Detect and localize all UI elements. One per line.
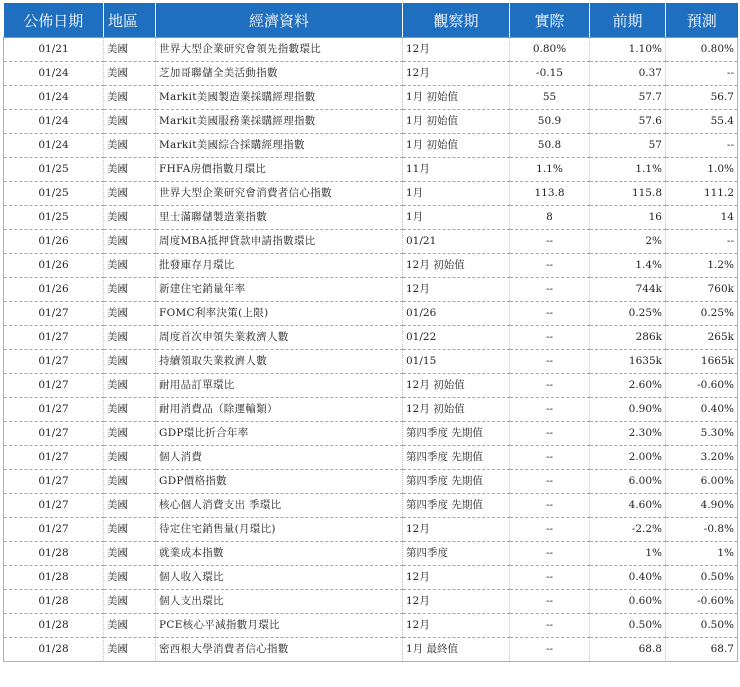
cell-actual: 50.9	[510, 110, 590, 134]
table-row	[4, 110, 738, 134]
cell-indicator: FOMC利率決策(上限)	[156, 302, 403, 326]
cell-period: 1月	[403, 182, 510, 206]
cell-period: 第四季度	[403, 542, 510, 566]
cell-actual: 0.80%	[510, 38, 590, 62]
cell-actual: --	[510, 422, 590, 446]
table-row	[4, 566, 738, 590]
cell-actual: 55	[510, 86, 590, 110]
cell-forecast: 1.0%	[666, 158, 738, 182]
cell-date: 01/27	[4, 350, 104, 374]
table-row	[4, 86, 738, 110]
economic-calendar-table	[3, 3, 738, 662]
cell-actual: --	[510, 302, 590, 326]
cell-forecast: 0.40%	[666, 398, 738, 422]
cell-previous: 0.25%	[590, 302, 666, 326]
cell-date: 01/27	[4, 518, 104, 542]
cell-forecast: 68.7	[666, 638, 738, 662]
cell-forecast: -0.8%	[666, 518, 738, 542]
cell-previous: 744k	[590, 278, 666, 302]
cell-indicator: 就業成本指數	[156, 542, 403, 566]
cell-date: 01/27	[4, 494, 104, 518]
cell-previous: -2.2%	[590, 518, 666, 542]
cell-indicator: PCE核心平減指數月環比	[156, 614, 403, 638]
table-row	[4, 542, 738, 566]
cell-period: 第四季度 先期值	[403, 494, 510, 518]
cell-date: 01/21	[4, 38, 104, 62]
cell-indicator: 待定住宅銷售量(月環比)	[156, 518, 403, 542]
cell-actual: --	[510, 350, 590, 374]
cell-previous: 0.60%	[590, 590, 666, 614]
cell-actual: 50.8	[510, 134, 590, 158]
cell-region: 美國	[104, 470, 156, 494]
cell-indicator: GDP價格指數	[156, 470, 403, 494]
cell-indicator: 世界大型企業研究會消費者信心指數	[156, 182, 403, 206]
header-forecast: 預測	[666, 3, 738, 38]
cell-actual: --	[510, 230, 590, 254]
cell-period: 01/26	[403, 302, 510, 326]
cell-region: 美國	[104, 614, 156, 638]
cell-indicator: 周度首次申領失業救濟人數	[156, 326, 403, 350]
cell-forecast: 0.50%	[666, 614, 738, 638]
cell-previous: 6.00%	[590, 470, 666, 494]
cell-previous: 115.8	[590, 182, 666, 206]
cell-date: 01/27	[4, 326, 104, 350]
cell-region: 美國	[104, 374, 156, 398]
cell-date: 01/24	[4, 134, 104, 158]
cell-previous: 1.10%	[590, 38, 666, 62]
cell-region: 美國	[104, 638, 156, 662]
table-row	[4, 206, 738, 230]
cell-region: 美國	[104, 38, 156, 62]
cell-previous: 2.60%	[590, 374, 666, 398]
cell-period: 12月	[403, 590, 510, 614]
cell-date: 01/27	[4, 470, 104, 494]
header-actual: 實際	[510, 3, 590, 38]
header-region: 地區	[104, 3, 156, 38]
cell-period: 01/15	[403, 350, 510, 374]
cell-forecast: 56.7	[666, 86, 738, 110]
cell-previous: 57	[590, 134, 666, 158]
table-row	[4, 398, 738, 422]
cell-indicator: 密西根大學消費者信心指數	[156, 638, 403, 662]
cell-previous: 0.90%	[590, 398, 666, 422]
cell-date: 01/27	[4, 446, 104, 470]
cell-indicator: 批發庫存月環比	[156, 254, 403, 278]
cell-actual: --	[510, 326, 590, 350]
table-row	[4, 302, 738, 326]
cell-indicator: 里士滿聯儲製造業指數	[156, 206, 403, 230]
cell-region: 美國	[104, 446, 156, 470]
cell-forecast: --	[666, 230, 738, 254]
cell-indicator: Markit美國製造業採購經理指數	[156, 86, 403, 110]
cell-indicator: 持續領取失業救濟人數	[156, 350, 403, 374]
table-row	[4, 350, 738, 374]
cell-previous: 286k	[590, 326, 666, 350]
cell-period: 1月	[403, 206, 510, 230]
cell-previous: 2%	[590, 230, 666, 254]
cell-period: 12月	[403, 518, 510, 542]
cell-forecast: 5.30%	[666, 422, 738, 446]
cell-previous: 68.8	[590, 638, 666, 662]
cell-indicator: 個人消費	[156, 446, 403, 470]
cell-period: 12月 初始值	[403, 374, 510, 398]
cell-region: 美國	[104, 182, 156, 206]
cell-actual: --	[510, 446, 590, 470]
table-row	[4, 38, 738, 62]
cell-date: 01/25	[4, 206, 104, 230]
cell-actual: --	[510, 566, 590, 590]
cell-date: 01/28	[4, 590, 104, 614]
cell-actual: --	[510, 398, 590, 422]
cell-forecast: 1665k	[666, 350, 738, 374]
cell-forecast: 111.2	[666, 182, 738, 206]
table-row	[4, 446, 738, 470]
cell-actual: --	[510, 638, 590, 662]
cell-forecast: 0.50%	[666, 566, 738, 590]
table-row	[4, 326, 738, 350]
cell-period: 11月	[403, 158, 510, 182]
cell-actual: 1.1%	[510, 158, 590, 182]
cell-indicator: 個人收入環比	[156, 566, 403, 590]
cell-period: 01/21	[403, 230, 510, 254]
cell-region: 美國	[104, 494, 156, 518]
cell-date: 01/25	[4, 158, 104, 182]
header-indicator: 經濟資料	[156, 3, 403, 38]
cell-indicator: 耐用消費品（除運輸類）	[156, 398, 403, 422]
cell-date: 01/28	[4, 638, 104, 662]
cell-indicator: 核心個人消費支出 季環比	[156, 494, 403, 518]
cell-actual: --	[510, 590, 590, 614]
cell-forecast: 14	[666, 206, 738, 230]
cell-region: 美國	[104, 230, 156, 254]
cell-previous: 1.1%	[590, 158, 666, 182]
cell-actual: --	[510, 470, 590, 494]
cell-previous: 57.7	[590, 86, 666, 110]
cell-forecast: --	[666, 134, 738, 158]
table-row	[4, 62, 738, 86]
header-row	[4, 3, 738, 38]
cell-previous: 2.30%	[590, 422, 666, 446]
table-row	[4, 494, 738, 518]
cell-previous: 2.00%	[590, 446, 666, 470]
cell-date: 01/27	[4, 302, 104, 326]
cell-indicator: 世界大型企業研究會領先指數環比	[156, 38, 403, 62]
cell-previous: 1.4%	[590, 254, 666, 278]
cell-previous: 16	[590, 206, 666, 230]
cell-forecast: --	[666, 62, 738, 86]
table-row	[4, 254, 738, 278]
cell-region: 美國	[104, 398, 156, 422]
cell-date: 01/28	[4, 542, 104, 566]
cell-forecast: 55.4	[666, 110, 738, 134]
cell-forecast: 265k	[666, 326, 738, 350]
cell-date: 01/25	[4, 182, 104, 206]
cell-period: 第四季度 先期值	[403, 470, 510, 494]
table-row	[4, 590, 738, 614]
economic-calendar	[3, 3, 737, 662]
cell-region: 美國	[104, 542, 156, 566]
table-row	[4, 182, 738, 206]
cell-indicator: GDP環比折合年率	[156, 422, 403, 446]
cell-region: 美國	[104, 158, 156, 182]
cell-region: 美國	[104, 590, 156, 614]
cell-region: 美國	[104, 110, 156, 134]
cell-actual: 8	[510, 206, 590, 230]
cell-region: 美國	[104, 326, 156, 350]
cell-forecast: 3.20%	[666, 446, 738, 470]
cell-region: 美國	[104, 422, 156, 446]
cell-forecast: 6.00%	[666, 470, 738, 494]
cell-date: 01/26	[4, 230, 104, 254]
cell-date: 01/28	[4, 614, 104, 638]
cell-period: 12月	[403, 278, 510, 302]
cell-region: 美國	[104, 206, 156, 230]
cell-actual: --	[510, 542, 590, 566]
cell-region: 美國	[104, 62, 156, 86]
table-row	[4, 134, 738, 158]
cell-date: 01/27	[4, 398, 104, 422]
cell-date: 01/27	[4, 374, 104, 398]
cell-period: 12月	[403, 614, 510, 638]
cell-region: 美國	[104, 350, 156, 374]
cell-date: 01/24	[4, 110, 104, 134]
cell-actual: --	[510, 494, 590, 518]
cell-period: 12月 初始值	[403, 254, 510, 278]
cell-indicator: 芝加哥聯儲全美活動指數	[156, 62, 403, 86]
cell-forecast: 1%	[666, 542, 738, 566]
header-previous: 前期	[590, 3, 666, 38]
cell-previous: 4.60%	[590, 494, 666, 518]
cell-indicator: Markit美國服務業採購經理指數	[156, 110, 403, 134]
cell-forecast: 1.2%	[666, 254, 738, 278]
cell-period: 1月 最終值	[403, 638, 510, 662]
cell-actual: --	[510, 278, 590, 302]
table-row	[4, 158, 738, 182]
cell-date: 01/26	[4, 254, 104, 278]
table-row	[4, 614, 738, 638]
cell-region: 美國	[104, 518, 156, 542]
cell-actual: --	[510, 254, 590, 278]
cell-indicator: 個人支出環比	[156, 590, 403, 614]
cell-forecast: 0.25%	[666, 302, 738, 326]
cell-period: 第四季度 先期值	[403, 422, 510, 446]
table-row	[4, 518, 738, 542]
cell-actual: --	[510, 518, 590, 542]
cell-period: 12月 初始值	[403, 398, 510, 422]
cell-period: 第四季度 先期值	[403, 446, 510, 470]
table-row	[4, 422, 738, 446]
cell-previous: 1%	[590, 542, 666, 566]
cell-previous: 0.37	[590, 62, 666, 86]
cell-forecast: -0.60%	[666, 590, 738, 614]
cell-region: 美國	[104, 86, 156, 110]
cell-period: 12月	[403, 38, 510, 62]
cell-previous: 0.50%	[590, 614, 666, 638]
cell-indicator: Markit美國綜合採購經理指數	[156, 134, 403, 158]
header-date: 公佈日期	[4, 3, 104, 38]
cell-indicator: 耐用品訂單環比	[156, 374, 403, 398]
cell-previous: 0.40%	[590, 566, 666, 590]
cell-actual: --	[510, 374, 590, 398]
cell-date: 01/24	[4, 86, 104, 110]
cell-forecast: 0.80%	[666, 38, 738, 62]
cell-indicator: 新建住宅銷量年率	[156, 278, 403, 302]
cell-period: 12月	[403, 62, 510, 86]
cell-period: 01/22	[403, 326, 510, 350]
table-row	[4, 638, 738, 662]
cell-region: 美國	[104, 254, 156, 278]
table-row	[4, 374, 738, 398]
table-row	[4, 278, 738, 302]
cell-actual: 113.8	[510, 182, 590, 206]
cell-forecast: -0.60%	[666, 374, 738, 398]
cell-date: 01/24	[4, 62, 104, 86]
cell-region: 美國	[104, 302, 156, 326]
cell-region: 美國	[104, 134, 156, 158]
cell-forecast: 4.90%	[666, 494, 738, 518]
cell-period: 1月 初始值	[403, 134, 510, 158]
cell-region: 美國	[104, 566, 156, 590]
table-row	[4, 230, 738, 254]
cell-actual: --	[510, 614, 590, 638]
cell-previous: 1635k	[590, 350, 666, 374]
cell-indicator: FHFA房價指數月環比	[156, 158, 403, 182]
cell-period: 1月 初始值	[403, 110, 510, 134]
cell-actual: -0.15	[510, 62, 590, 86]
cell-previous: 57.6	[590, 110, 666, 134]
header-period: 觀察期	[403, 3, 510, 38]
cell-indicator: 周度MBA抵押貸款申請指數環比	[156, 230, 403, 254]
table-body	[4, 38, 738, 662]
cell-period: 1月 初始值	[403, 86, 510, 110]
cell-region: 美國	[104, 278, 156, 302]
cell-period: 12月	[403, 566, 510, 590]
table-row	[4, 470, 738, 494]
cell-forecast: 760k	[666, 278, 738, 302]
cell-date: 01/26	[4, 278, 104, 302]
cell-date: 01/27	[4, 422, 104, 446]
cell-date: 01/28	[4, 566, 104, 590]
